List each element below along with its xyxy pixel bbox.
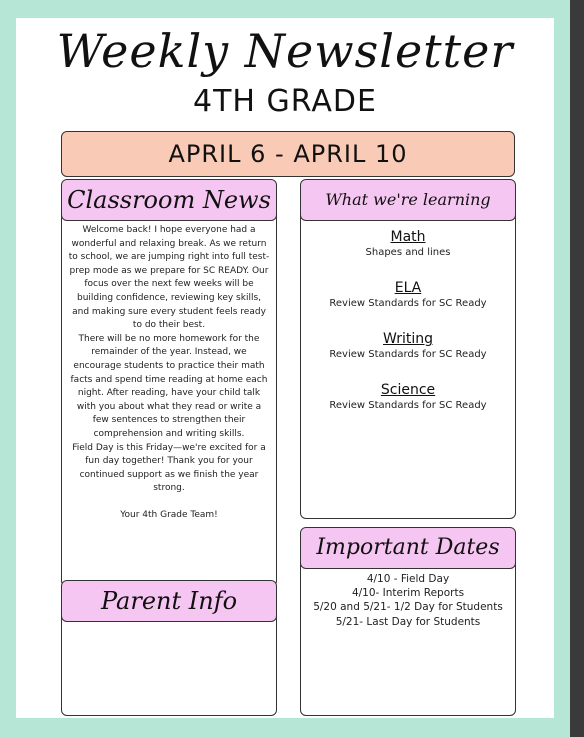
important-dates-list (301, 572, 515, 629)
important-dates-heading: Important Dates (300, 527, 516, 569)
subject-name: Writing (383, 331, 433, 347)
learning-heading: What we're learning (300, 179, 516, 221)
date-item: 5/21- Last Day for Students (335, 615, 481, 628)
parent-info-heading: Parent Info (61, 580, 277, 622)
classroom-news-heading: Classroom News (61, 179, 277, 221)
news-paragraph: Welcome back! I hope everyone had a wonderful and relaxing break. As we return to school, we are jumping right into full test-prep mode as we prepare for SC READY. Our focus over the next few weeks will be building confidence, reviewing key skills, and making sure every student feels ready to do their best. (68, 225, 270, 331)
subject-detail: Review Standards for SC Ready (329, 349, 487, 360)
subject-name: ELA (394, 280, 422, 296)
subject-science (301, 381, 515, 413)
parent-info-box (61, 580, 277, 716)
learning-box (300, 179, 516, 519)
newsletter-sheet (16, 18, 554, 718)
subject-name: Science (380, 382, 436, 398)
news-paragraph: Field Day is this Friday—we're excited for a fun day together! Thank you for your continued support as we finish the year strong. (72, 442, 266, 494)
window-edge (570, 0, 584, 737)
date-item: 5/20 and 5/21- 1/2 Day for Students (313, 601, 503, 614)
subject-math (301, 228, 515, 260)
date-range-banner: APRIL 6 - APRIL 10 (61, 131, 515, 177)
news-signoff: Your 4th Grade Team! (120, 509, 218, 520)
classroom-news-body (68, 224, 270, 522)
subject-name: Math (390, 229, 426, 245)
important-dates-box (300, 527, 516, 716)
news-paragraph: There will be no more homework for the remainder of the year. Instead, we encourage students to practice their math facts and spend time reading at home each night. After reading, have your child talk with you about what they read or write a few sentences to strengthen their comprehension and writing skills. (70, 333, 268, 439)
classroom-news-box (61, 179, 277, 587)
subject-detail: Review Standards for SC Ready (329, 400, 487, 411)
date-item: 4/10- Interim Reports (351, 587, 465, 600)
subject-detail: Shapes and lines (365, 247, 451, 258)
newsletter-title: Weekly Newsletter (56, 24, 514, 78)
grade-subtitle: 4TH GRADE (193, 84, 377, 119)
subject-detail: Review Standards for SC Ready (329, 298, 487, 309)
subject-writing (301, 330, 515, 362)
subject-ela (301, 279, 515, 311)
date-item: 4/10 - Field Day (366, 573, 450, 585)
